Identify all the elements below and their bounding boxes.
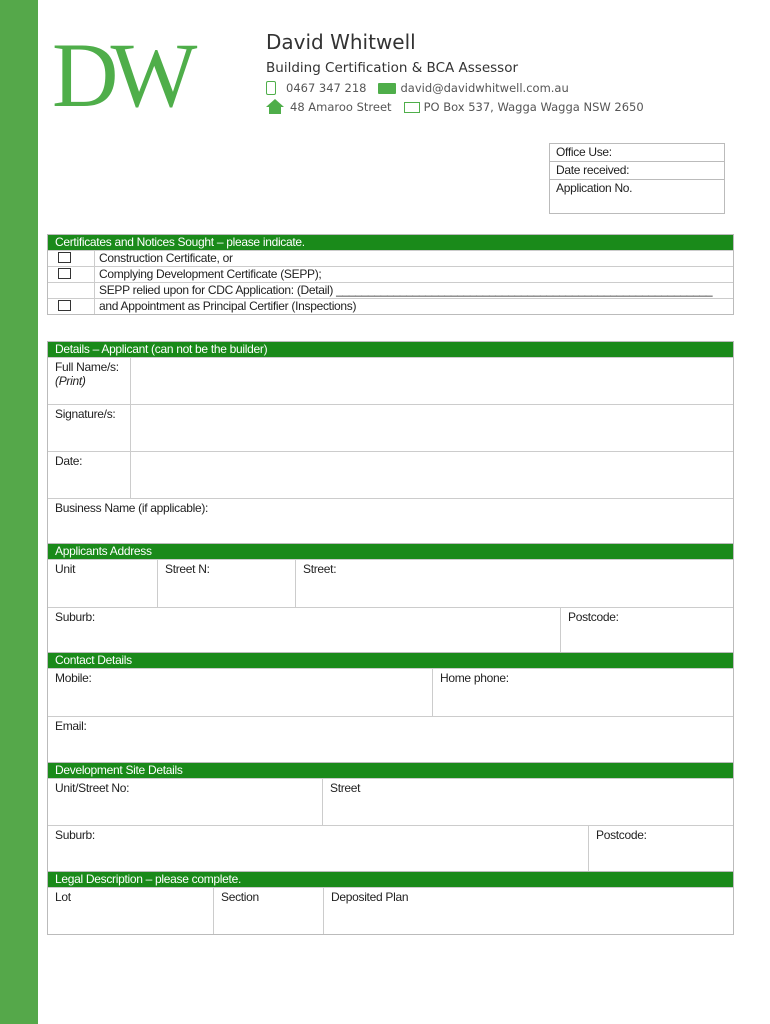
deposited-plan-label: Deposited Plan — [331, 890, 409, 904]
sepp-detail-field[interactable]: SEPP relied upon for CDC Application: (Detail) ___________________________________________________________ — [94, 283, 716, 298]
po-box: PO Box 537, Wagga Wagga NSW 2650 — [423, 100, 644, 114]
legal-description-section — [47, 871, 734, 935]
email-field[interactable] — [48, 717, 733, 763]
office-use-label: Office Use: — [550, 144, 724, 162]
mobile-label: Mobile: — [55, 671, 92, 685]
site-unit-street-field[interactable] — [48, 779, 322, 825]
company-name: David Whitwell — [266, 30, 416, 54]
home-phone-label: Home phone: — [440, 671, 509, 685]
contact-header: Contact Details — [48, 653, 733, 668]
complying-development-checkbox[interactable] — [58, 268, 71, 279]
section-field[interactable] — [213, 888, 323, 934]
cert-row — [48, 282, 733, 298]
date-label: Date: — [55, 454, 83, 468]
contact-details-section — [47, 652, 734, 764]
suburb-label: Suburb: — [55, 610, 95, 624]
cert-option-label: Construction Certificate, or — [94, 251, 237, 266]
applicant-address-section — [47, 543, 734, 655]
certificates-header: Certificates and Notices Sought – please indicate. — [48, 235, 733, 250]
office-use-box — [549, 143, 725, 214]
site-suburb-field[interactable] — [48, 826, 588, 872]
date-field[interactable] — [130, 452, 733, 498]
signature-field[interactable] — [130, 405, 733, 451]
postcode-label: Postcode: — [568, 610, 619, 624]
site-postcode-label: Postcode: — [596, 828, 647, 842]
site-street-field[interactable] — [322, 779, 733, 825]
applicant-section — [47, 341, 734, 546]
street-no-label: Street N: — [165, 562, 210, 576]
print-label: (Print) — [55, 374, 86, 388]
applicant-header: Details – Applicant (can not be the builder) — [48, 342, 733, 357]
lot-field[interactable] — [48, 888, 213, 934]
business-name-field[interactable] — [48, 499, 733, 545]
business-name-label: Business Name (if applicable): — [55, 501, 209, 515]
phone-icon — [266, 81, 276, 95]
cert-row — [48, 298, 733, 314]
full-name-label: Full Name/s: — [55, 360, 119, 374]
home-icon — [266, 99, 284, 107]
contact-line — [266, 81, 644, 95]
postcode-field[interactable] — [560, 608, 733, 654]
site-suburb-label: Suburb: — [55, 828, 95, 842]
site-street-label: Street — [330, 781, 361, 795]
date-received-label: Date received: — [550, 162, 724, 180]
site-postcode-field[interactable] — [588, 826, 733, 872]
address-header: Applicants Address — [48, 544, 733, 559]
development-site-section — [47, 762, 734, 873]
cert-option-label: Complying Development Certificate (SEPP); — [94, 267, 325, 282]
street-no-field[interactable] — [157, 560, 295, 607]
legal-header: Legal Description – please complete. — [48, 872, 733, 887]
cert-row — [48, 266, 733, 282]
signature-label: Signature/s: — [55, 407, 116, 421]
company-header — [266, 30, 644, 114]
construction-certificate-checkbox[interactable] — [58, 252, 71, 263]
unit-label: Unit — [55, 562, 76, 576]
site-header: Development Site Details — [48, 763, 733, 778]
address-line — [266, 100, 644, 114]
lot-label: Lot — [55, 890, 71, 904]
principal-certifier-checkbox[interactable] — [58, 300, 71, 311]
email-address: david@davidwhitwell.com.au — [400, 81, 569, 95]
mail-icon — [404, 102, 420, 113]
laptop-icon — [378, 83, 396, 94]
certificates-section — [47, 234, 734, 315]
home-phone-field[interactable] — [432, 669, 733, 716]
green-sidebar — [0, 0, 38, 1024]
cert-row — [48, 250, 733, 266]
street-address: 48 Amaroo Street — [290, 100, 392, 114]
application-no-label: Application No. — [556, 181, 633, 195]
dw-logo: DW — [52, 24, 190, 126]
unit-field[interactable] — [48, 560, 157, 607]
email-label: Email: — [55, 719, 87, 733]
street-field[interactable] — [295, 560, 733, 607]
suburb-field[interactable] — [48, 608, 560, 654]
company-subtitle: Building Certification & BCA Assessor — [266, 60, 519, 76]
mobile-field[interactable] — [48, 669, 432, 716]
section-label: Section — [221, 890, 259, 904]
deposited-plan-field[interactable] — [323, 888, 733, 934]
street-label: Street: — [303, 562, 337, 576]
phone-number: 0467 347 218 — [286, 81, 367, 95]
full-name-field[interactable] — [130, 358, 733, 404]
site-unit-street-label: Unit/Street No: — [55, 781, 130, 795]
cert-option-label: and Appointment as Principal Certifier (Inspections) — [94, 299, 360, 314]
